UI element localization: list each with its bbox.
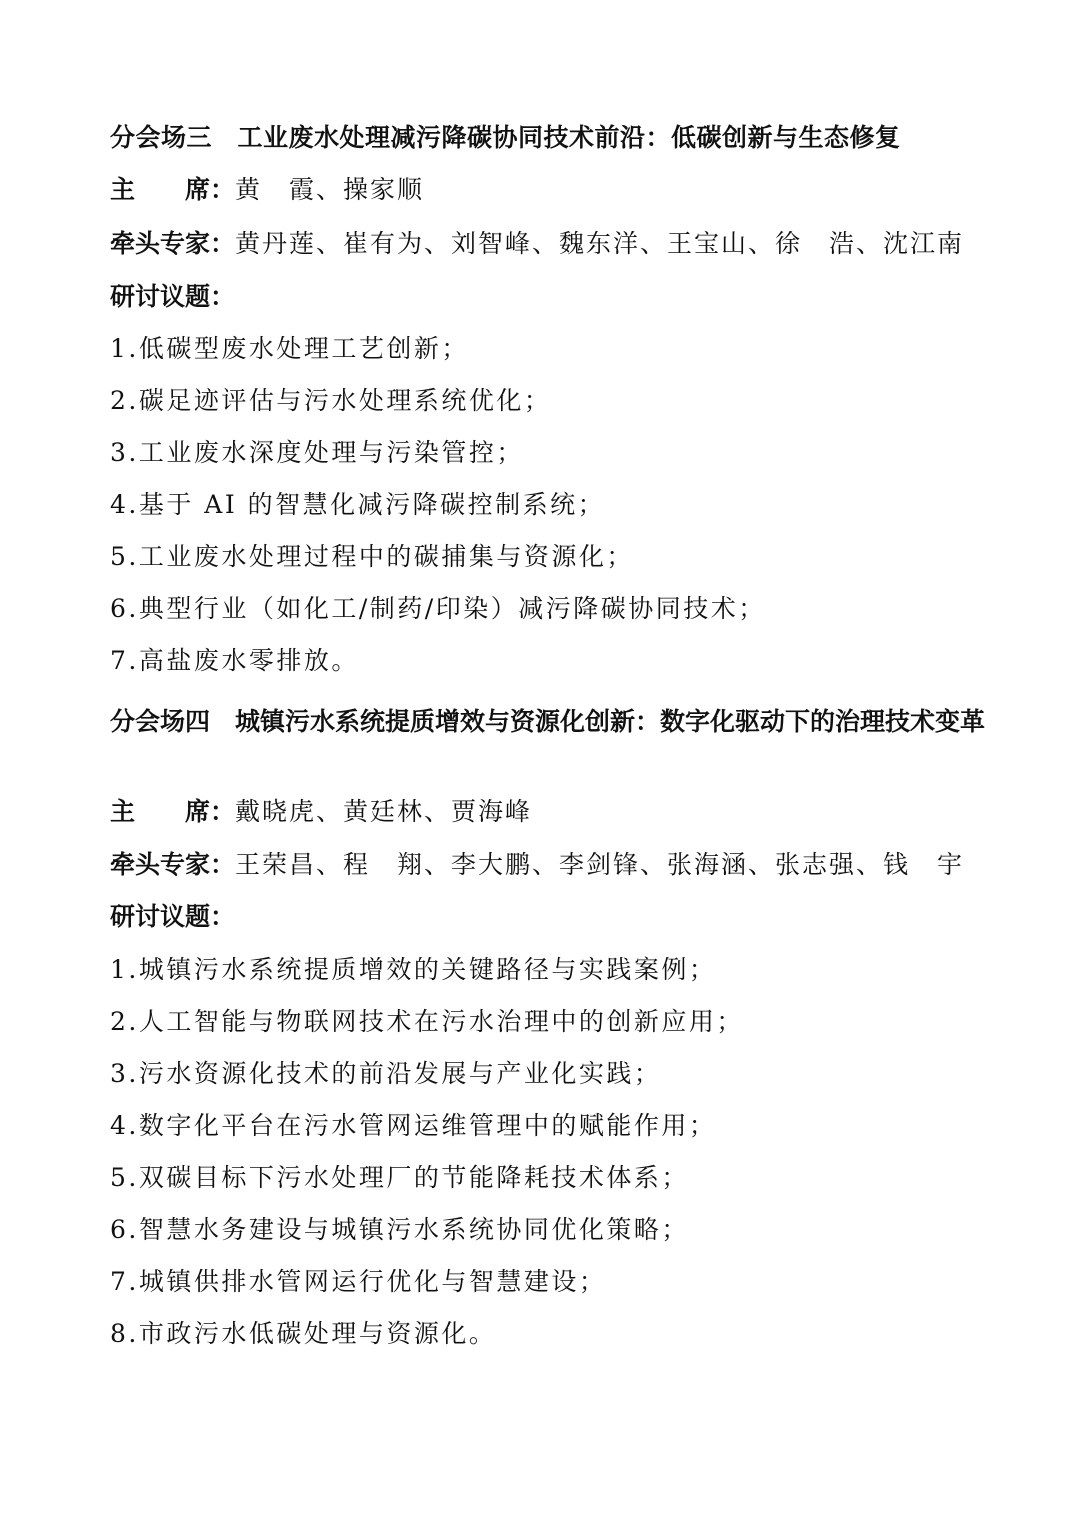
session3-topic-item: 7.高盐废水零排放。 bbox=[110, 646, 359, 675]
session4-topic-item: 6.智慧水务建设与城镇污水系统协同优化策略； bbox=[110, 1215, 689, 1244]
session4-experts-label: 牵头专家： bbox=[110, 850, 236, 879]
session4-experts-value: 王荣昌、程 翔、李大鹏、李剑锋、张海涵、张志强、钱 宇 bbox=[235, 850, 965, 879]
session3-topic-item: 5.工业废水处理过程中的碳捕集与资源化； bbox=[110, 542, 634, 571]
session3-experts-value: 黄丹莲、崔有为、刘智峰、魏东洋、王宝山、徐 浩、沈江南 bbox=[235, 229, 965, 258]
session3-topic-item: 3.工业废水深度处理与污染管控； bbox=[110, 438, 524, 467]
session4-topic-item: 1.城镇污水系统提质增效的关键路径与实践案例； bbox=[110, 955, 717, 984]
session4-topic-item: 4.数字化平台在污水管网运维管理中的赋能作用； bbox=[110, 1111, 717, 1140]
session4-title: 分会场四 城镇污水系统提质增效与资源化创新：数字化驱动下的治理技术变革 bbox=[110, 707, 986, 736]
session3-topic-item: 2.碳足迹评估与污水处理系统优化； bbox=[110, 386, 552, 415]
session4-experts-row bbox=[110, 849, 964, 881]
session3-chair-row bbox=[110, 174, 424, 206]
session3-chair-label: 主 席： bbox=[110, 175, 236, 204]
session4-chair-row bbox=[110, 796, 532, 828]
session4-topic-item: 8.市政污水低碳处理与资源化。 bbox=[110, 1319, 497, 1348]
session3-topic-item: 1.低碳型废水处理工艺创新； bbox=[110, 334, 469, 363]
session4-topic-item: 3.污水资源化技术的前沿发展与产业化实践； bbox=[110, 1059, 662, 1088]
session3-experts-label: 牵头专家： bbox=[110, 229, 236, 258]
session4-chair-label: 主 席： bbox=[110, 797, 236, 826]
session4-topic-item: 7.城镇供排水管网运行优化与智慧建设； bbox=[110, 1267, 607, 1296]
session3-topic-item: 6.典型行业（如化工/制药/印染）减污降碳协同技术； bbox=[110, 594, 766, 623]
session4-topic-item: 5.双碳目标下污水处理厂的节能降耗技术体系； bbox=[110, 1163, 689, 1192]
session4-topics-label: 研讨议题： bbox=[110, 902, 236, 931]
session4-topic-item: 2.人工智能与物联网技术在污水治理中的创新应用； bbox=[110, 1007, 744, 1036]
session3-topics-label: 研讨议题： bbox=[110, 282, 236, 311]
session3-chair-value: 黄 霞、操家顺 bbox=[235, 175, 425, 204]
session3-experts-row bbox=[110, 228, 964, 260]
session3-title: 分会场三 工业废水处理减污降碳协同技术前沿：低碳创新与生态修复 bbox=[110, 123, 901, 152]
session3-topic-item: 4.基于 AI 的智慧化减污降碳控制系统； bbox=[110, 490, 606, 519]
session4-chair-value: 戴晓虎、黄廷林、贾海峰 bbox=[235, 797, 533, 826]
